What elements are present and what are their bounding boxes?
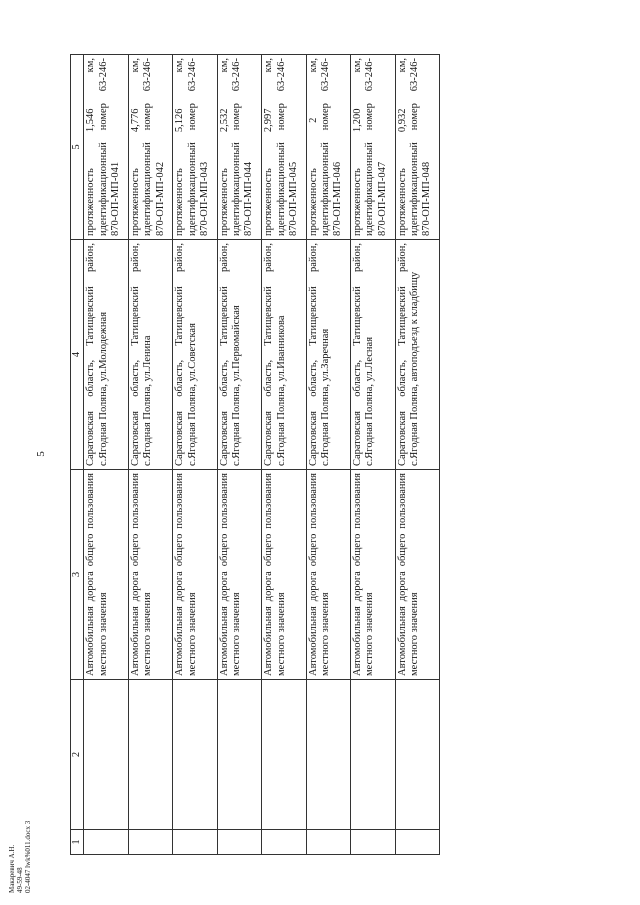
footer-phone: 49-59-48 (16, 867, 25, 893)
header-col-2: 2 (71, 680, 84, 830)
table-header-row (71, 55, 84, 855)
table-cell-col-3: Автомобильная дорога общего пользования местного значения (395, 470, 439, 680)
table-cell-col-1 (173, 830, 217, 855)
table-cell-col-4: Саратовская область, Татищевский район, с.Ягодная Поляна, автоподъезд к кладбищу (395, 240, 439, 470)
table-cell-col-1 (128, 830, 172, 855)
table-cell-col-2 (306, 680, 350, 830)
footer-author: Макаревич А.Н. (8, 844, 16, 893)
header-col-3: 3 (71, 470, 84, 680)
header-col-4: 4 (71, 240, 84, 470)
document-footer (8, 821, 32, 893)
table-row (395, 55, 439, 855)
table-row (306, 55, 350, 855)
table-cell-col-5: протяженность 2 км, идентификационный номер 63-246-870-ОП-МП-046 (306, 55, 350, 240)
table-cell-col-3: Автомобильная дорога общего пользования местного значения (262, 470, 306, 680)
table-cell-col-5: протяженность 2,997 км, идентификационный номер 63-246-870-ОП-МП-045 (262, 55, 306, 240)
table-cell-col-2 (262, 680, 306, 830)
table-cell-col-4: Саратовская область, Татищевский район, с.Ягодная Поляна, ул.Заречная (306, 240, 350, 470)
table-row (217, 55, 261, 855)
table-cell-col-3: Автомобильная дорога общего пользования местного значения (84, 470, 128, 680)
table-cell-col-2 (217, 680, 261, 830)
table-cell-col-3: Автомобильная дорога общего пользования местного значения (217, 470, 261, 680)
table-cell-col-2 (351, 680, 395, 830)
table-cell-col-3: Автомобильная дорога общего пользования местного значения (128, 470, 172, 680)
table-cell-col-3: Автомобильная дорога общего пользования местного значения (351, 470, 395, 680)
table-row (84, 55, 128, 855)
header-col-5: 5 (71, 55, 84, 240)
table-cell-col-4: Саратовская область, Татищевский район, с.Ягодная Поляна, ул.Иванникова (262, 240, 306, 470)
table-cell-col-5: протяженность 0,932 км, идентификационный номер 63-246-870-ОП-МП-048 (395, 55, 439, 240)
table-cell-col-2 (128, 680, 172, 830)
table-cell-col-5: протяженность 4,776 км, идентификационный номер 63-246-870-ОП-МП-042 (128, 55, 172, 240)
table-cell-col-4: Саратовская область, Татищевский район, с.Ягодная Поляна, ул.Первомайская (217, 240, 261, 470)
table-cell-col-5: протяженность 5,126 км, идентификационный номер 63-246-870-ОП-МП-043 (173, 55, 217, 240)
table-cell-col-1 (306, 830, 350, 855)
page-number: 5 (34, 451, 47, 457)
table-cell-col-4: Саратовская область, Татищевский район, с.Ягодная Поляна, ул.Лесная (351, 240, 395, 470)
document-table-container (70, 55, 440, 855)
table-cell-col-1 (84, 830, 128, 855)
roads-table (70, 54, 440, 855)
table-cell-col-1 (351, 830, 395, 855)
table-row (173, 55, 217, 855)
table-row (128, 55, 172, 855)
table-cell-col-3: Автомобильная дорога общего пользования местного значения (306, 470, 350, 680)
table-cell-col-5: протяженность 1,546 км, идентификационный номер 63-246-870-ОП-МП-041 (84, 55, 128, 240)
table-cell-col-1 (262, 830, 306, 855)
table-row (262, 55, 306, 855)
table-cell-col-3: Автомобильная дорога общего пользования местного значения (173, 470, 217, 680)
table-cell-col-5: протяженность 1,200 км, идентификационный номер 63-246-870-ОП-МП-047 (351, 55, 395, 240)
table-cell-col-2 (84, 680, 128, 830)
table-cell-col-1 (395, 830, 439, 855)
table-cell-col-5: протяженность 2,532 км, идентификационный номер 63-246-870-ОП-МП-044 (217, 55, 261, 240)
table-cell-col-4: Саратовская область, Татищевский район, с.Ягодная Поляна, ул.Ленина (128, 240, 172, 470)
table-row (351, 55, 395, 855)
table-cell-col-2 (395, 680, 439, 830)
table-cell-col-1 (217, 830, 261, 855)
table-cell-col-4: Саратовская область, Татищевский район, с.Ягодная Поляна, ул.Советская (173, 240, 217, 470)
table-cell-col-4: Саратовская область, Татищевский район, с.Ягодная Поляна, ул.Молодежная (84, 240, 128, 470)
header-col-1: 1 (71, 830, 84, 855)
footer-file-ref: 02-4047 lwk%011.docx 3 (24, 820, 33, 893)
table-cell-col-2 (173, 680, 217, 830)
